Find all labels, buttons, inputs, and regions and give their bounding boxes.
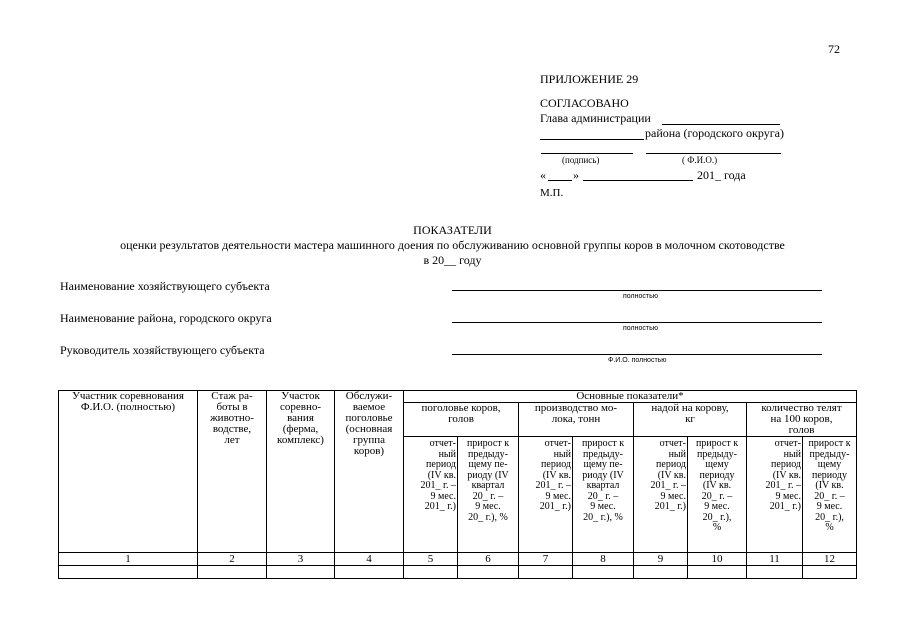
col-number-6: 6 — [458, 553, 519, 566]
col-experience-header: Стаж ра- боты в животно- водстве, лет — [198, 391, 267, 553]
appendix-label: ПРИЛОЖЕНИЕ 29 — [540, 72, 639, 86]
table-cell[interactable] — [803, 566, 857, 579]
field-label-head: Руководитель хозяйствующего субъекта — [60, 343, 265, 357]
sub-header-9: отчет- ный период (IV кв. 201_ г. – 9 мес. 201_ г.) — [634, 437, 688, 553]
title-line3: в 20__ году — [423, 253, 482, 267]
district-label: района (городского округа) — [645, 126, 784, 140]
sub-header-5: отчет- ный период (IV кв. 201_ г. – 9 мес. 201_ г.) — [404, 437, 458, 553]
table-cell[interactable] — [59, 566, 198, 579]
table-cell[interactable] — [573, 566, 634, 579]
date-day-line[interactable] — [548, 180, 572, 181]
sub-header-12: прирост к предыду- щему периоду (IV кв. 20_ г. – 9 мес. 20_ г.), % — [803, 437, 857, 553]
table-cell[interactable] — [519, 566, 573, 579]
table-row — [59, 566, 857, 579]
signature-line[interactable] — [541, 153, 633, 154]
sub-header-7: отчет- ный период (IV кв. 201_ г. – 9 мес. 201_ г.) — [519, 437, 573, 553]
field-label-entity: Наименование хозяйствующего субъекта — [60, 279, 270, 293]
head-admin-label: Глава администрации — [540, 111, 651, 125]
table-cell[interactable] — [634, 566, 688, 579]
group-cows-header: поголовье коров, голов — [404, 403, 519, 437]
field-line-district[interactable] — [452, 322, 822, 323]
table-cell[interactable] — [335, 566, 404, 579]
date-month-line[interactable] — [583, 180, 693, 181]
col-number-3: 3 — [267, 553, 335, 566]
date-year-text: 201_ года — [697, 168, 746, 182]
main-indicators-header: Основные показатели* — [404, 391, 857, 403]
head-admin-line[interactable] — [662, 124, 780, 125]
title-main: ПОКАЗАТЕЛИ — [413, 223, 492, 237]
sub-header-10: прирост к предыду- щему периоду (IV кв. 20_ г. – 9 мес. 20_ г.), % — [688, 437, 747, 553]
field-line-entity[interactable] — [452, 290, 822, 291]
table-cell[interactable] — [198, 566, 267, 579]
field-line-head[interactable] — [452, 354, 822, 355]
field-label-district: Наименование района, городского округа — [60, 311, 272, 325]
page-number: 72 — [828, 42, 840, 56]
col-number-7: 7 — [519, 553, 573, 566]
agreed-label: СОГЛАСОВАНО — [540, 96, 629, 110]
date-open-quote: « — [540, 168, 546, 182]
signature-caption: (подпись) — [562, 155, 600, 165]
col-number-1: 1 — [59, 553, 198, 566]
indicators-table — [58, 390, 857, 579]
sub-header-6: прирост к предыду- щему пе- риоду (IV квартал 20_ г. – 9 мес. 20_ г.), % — [458, 437, 519, 553]
group-yield-header: надой на корову, кг — [634, 403, 747, 437]
col-herd-header: Обслужи- ваемое поголовье (основная группа коров) — [335, 391, 404, 553]
field-caption-district: полностью — [623, 325, 658, 332]
group-milk-header: производство мо- лока, тонн — [519, 403, 634, 437]
table-cell[interactable] — [267, 566, 335, 579]
col-number-10: 10 — [688, 553, 747, 566]
col-number-5: 5 — [404, 553, 458, 566]
col-number-2: 2 — [198, 553, 267, 566]
fio-line[interactable] — [646, 153, 781, 154]
date-close-quote: » — [573, 168, 579, 182]
table-cell[interactable] — [688, 566, 747, 579]
group-calves-header: количество телят на 100 коров, голов — [747, 403, 857, 437]
col-number-12: 12 — [803, 553, 857, 566]
col-participant-header: Участник соревнования Ф.И.О. (полностью) — [59, 391, 198, 553]
table-cell[interactable] — [404, 566, 458, 579]
table-cell[interactable] — [747, 566, 803, 579]
table-cell[interactable] — [458, 566, 519, 579]
sub-header-11: отчет- ный период (IV кв. 201_ г. – 9 мес. 201_ г.) — [747, 437, 803, 553]
stamp-label: М.П. — [540, 187, 564, 199]
sub-header-8: прирост к предыду- щему пе- риоду (IV квартал 20_ г. – 9 мес. 20_ г.), % — [573, 437, 634, 553]
col-number-9: 9 — [634, 553, 688, 566]
col-number-8: 8 — [573, 553, 634, 566]
field-caption-head: Ф.И.О. полностью — [608, 357, 667, 364]
district-line[interactable] — [540, 139, 644, 140]
field-caption-entity: полностью — [623, 293, 658, 300]
title-line2: оценки результатов деятельности мастера машинного доения по обслуживанию основной группы коров в молочном скотоводстве — [120, 238, 785, 252]
col-number-4: 4 — [335, 553, 404, 566]
fio-caption: ( Ф.И.О.) — [682, 155, 718, 165]
col-site-header: Участок соревно- вания (ферма, комплекс) — [267, 391, 335, 553]
col-number-11: 11 — [747, 553, 803, 566]
